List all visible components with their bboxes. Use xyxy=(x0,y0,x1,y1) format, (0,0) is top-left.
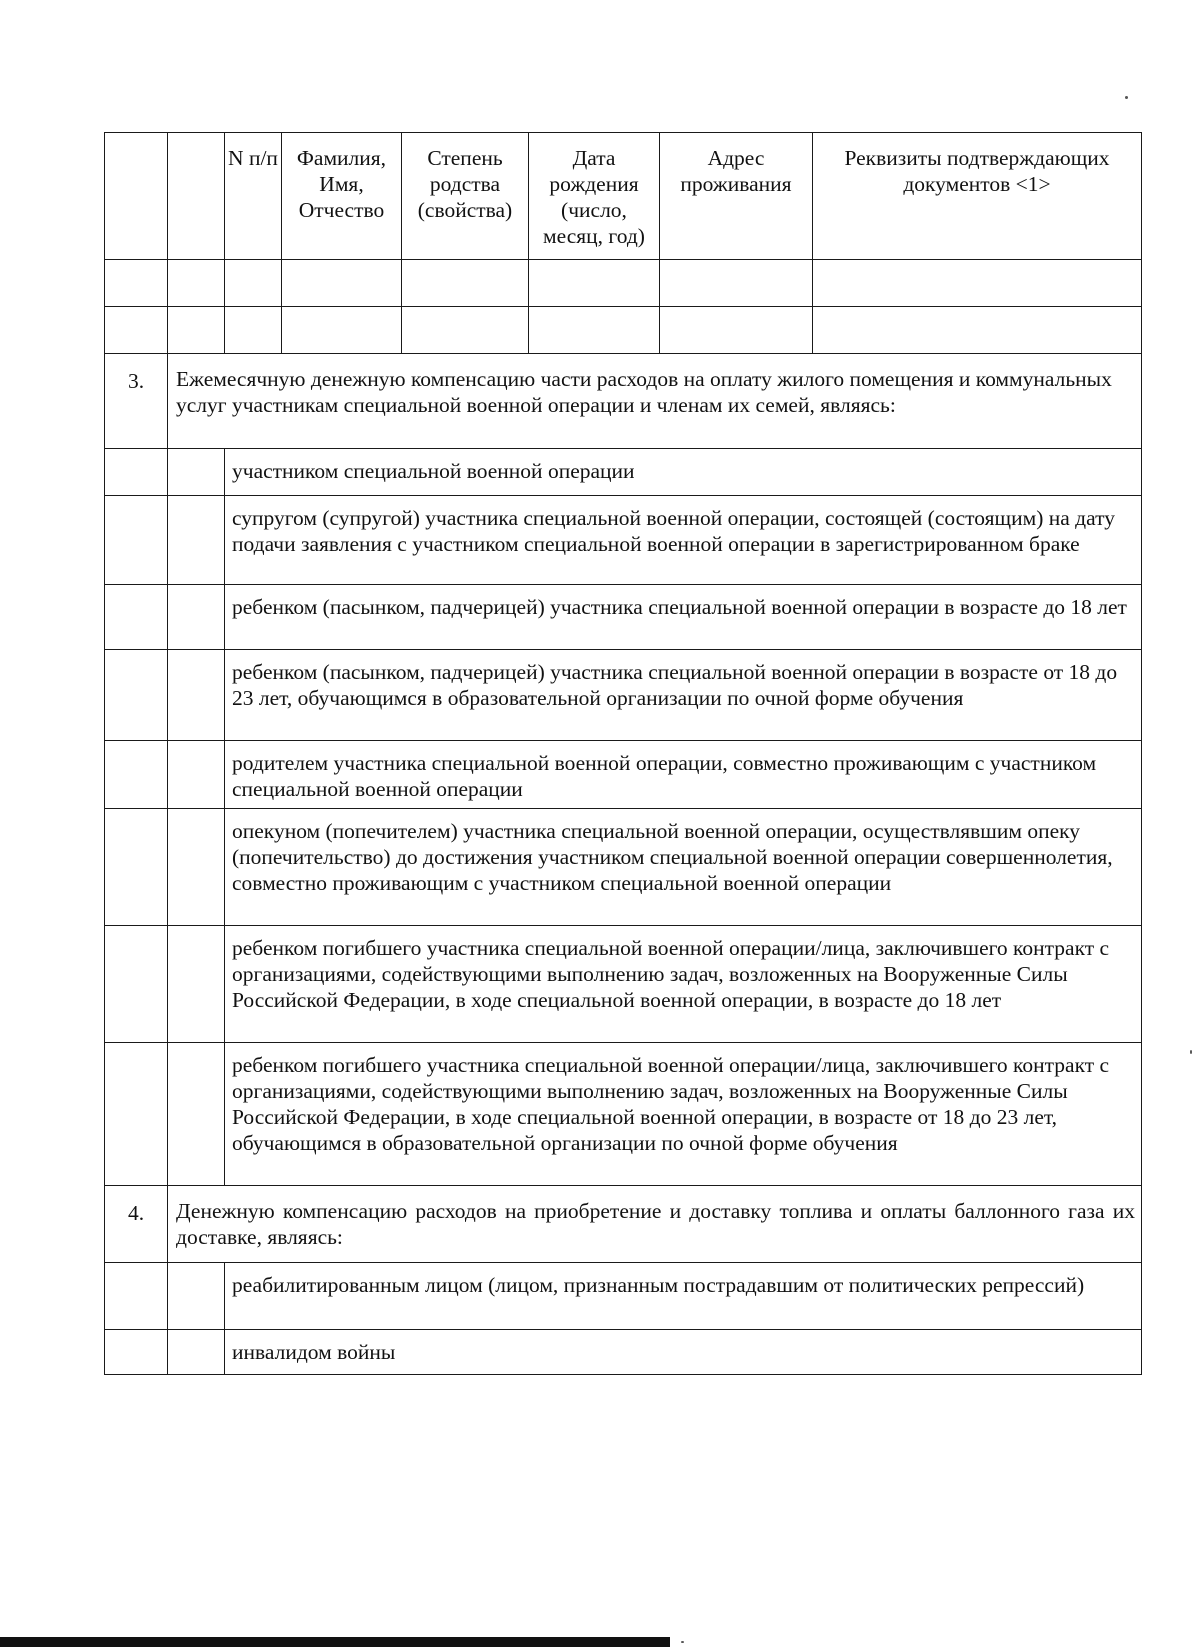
scan-speck xyxy=(1190,1050,1192,1054)
blank-cell xyxy=(105,307,168,354)
header-birth-date: Дата рождения (число, месяц, год) xyxy=(529,133,660,260)
blank-cell xyxy=(105,1263,168,1330)
blank-cell xyxy=(168,133,225,260)
scan-speck xyxy=(681,1641,684,1643)
option-checkbox-cell[interactable] xyxy=(168,1263,225,1330)
option-text: ребенком погибшего участника специальной военной операции/лица, заключившего контракт с организациями, содействующими выполнению задач, возложенных на Вооруженные Силы Российской Федерации, в ходе специальной военной операции, в возрасте до 18 лет xyxy=(225,926,1142,1043)
family-table-header-row xyxy=(105,133,1142,260)
option-row xyxy=(105,1043,1142,1186)
option-text: участником специальной военной операции xyxy=(225,449,1142,496)
option-checkbox-cell[interactable] xyxy=(168,585,225,650)
section-number: 4. xyxy=(105,1186,168,1263)
section-title: Ежемесячную денежную компенсацию части расходов на оплату жилого помещения и коммунальных услуг участникам специальной военной операции и членам их семей, являясь: xyxy=(168,354,1142,449)
blank-cell xyxy=(105,585,168,650)
application-form-table xyxy=(104,132,1142,1375)
blank-cell xyxy=(105,1330,168,1375)
option-checkbox-cell[interactable] xyxy=(168,809,225,926)
option-text: ребенком (пасынком, падчерицей) участника специальной военной операции в возрасте от 18 до 23 лет, обучающимся в образовательной организации по очной форме обучения xyxy=(225,650,1142,741)
section-4-row xyxy=(105,1186,1142,1263)
option-checkbox-cell[interactable] xyxy=(168,1330,225,1375)
option-row xyxy=(105,741,1142,809)
option-row xyxy=(105,1263,1142,1330)
option-checkbox-cell[interactable] xyxy=(168,741,225,809)
option-checkbox-cell[interactable] xyxy=(168,496,225,585)
blank-cell xyxy=(105,260,168,307)
option-row xyxy=(105,585,1142,650)
family-docs-cell[interactable] xyxy=(813,307,1142,354)
family-address-cell[interactable] xyxy=(660,260,813,307)
option-checkbox-cell[interactable] xyxy=(168,449,225,496)
option-text: инвалидом войны xyxy=(225,1330,1142,1375)
option-text: ребенком (пасынком, падчерицей) участника специальной военной операции в возрасте до 18 лет xyxy=(225,585,1142,650)
blank-cell xyxy=(105,926,168,1043)
family-birth-cell[interactable] xyxy=(529,260,660,307)
option-text: родителем участника специальной военной операции, совместно проживающим с участником специальной военной операции xyxy=(225,741,1142,809)
header-full-name: Фамилия, Имя, Отчество xyxy=(282,133,402,260)
option-checkbox-cell[interactable] xyxy=(168,650,225,741)
blank-cell xyxy=(105,650,168,741)
section-title: Денежную компенсацию расходов на приобретение и доставку топлива и оплаты баллонного газа их доставке, являясь: xyxy=(168,1186,1142,1263)
blank-cell xyxy=(105,1043,168,1186)
header-address: Адрес проживания xyxy=(660,133,813,260)
option-row xyxy=(105,926,1142,1043)
family-num-cell[interactable] xyxy=(225,260,282,307)
option-row xyxy=(105,449,1142,496)
option-text: опекуном (попечителем) участника специальной военной операции, осуществлявшим опеку (попечительство) до достижения участником специальной военной операции совершеннолетия, совместно проживающим с участником специальной военной операции xyxy=(225,809,1142,926)
family-docs-cell[interactable] xyxy=(813,260,1142,307)
family-relation-cell[interactable] xyxy=(402,260,529,307)
option-checkbox-cell[interactable] xyxy=(168,926,225,1043)
blank-cell xyxy=(105,741,168,809)
header-documents: Реквизиты подтверждающих документов <1> xyxy=(813,133,1142,260)
option-text: ребенком погибшего участника специальной военной операции/лица, заключившего контракт с организациями, содействующими выполнению задач, возложенных на Вооруженные Силы Российской Федерации, в ходе специальной военной операции, в возрасте от 18 до 23 лет, обучающимся в образовательной организации по очной форме обучения xyxy=(225,1043,1142,1186)
family-table-row xyxy=(105,260,1142,307)
family-num-cell[interactable] xyxy=(225,307,282,354)
scan-edge-bar xyxy=(0,1637,670,1647)
family-birth-cell[interactable] xyxy=(529,307,660,354)
blank-cell xyxy=(105,133,168,260)
blank-cell xyxy=(168,260,225,307)
family-name-cell[interactable] xyxy=(282,307,402,354)
blank-cell xyxy=(105,449,168,496)
blank-cell xyxy=(105,496,168,585)
option-row xyxy=(105,1330,1142,1375)
family-name-cell[interactable] xyxy=(282,260,402,307)
scan-speck xyxy=(1125,96,1128,99)
option-text: супругом (супругой) участника специальной военной операции, состоящей (состоящим) на дату подачи заявления с участником специальной военной операции в зарегистрированном браке xyxy=(225,496,1142,585)
family-relation-cell[interactable] xyxy=(402,307,529,354)
section-number: 3. xyxy=(105,354,168,449)
option-row xyxy=(105,496,1142,585)
family-table-row xyxy=(105,307,1142,354)
blank-cell xyxy=(105,809,168,926)
option-row xyxy=(105,809,1142,926)
family-address-cell[interactable] xyxy=(660,307,813,354)
option-text: реабилитированным лицом (лицом, признанным пострадавшим от политических репрессий) xyxy=(225,1263,1142,1330)
option-checkbox-cell[interactable] xyxy=(168,1043,225,1186)
option-row xyxy=(105,650,1142,741)
header-num: N п/п xyxy=(225,133,282,260)
blank-cell xyxy=(168,307,225,354)
section-3-row xyxy=(105,354,1142,449)
header-relation: Степень родства (свойства) xyxy=(402,133,529,260)
